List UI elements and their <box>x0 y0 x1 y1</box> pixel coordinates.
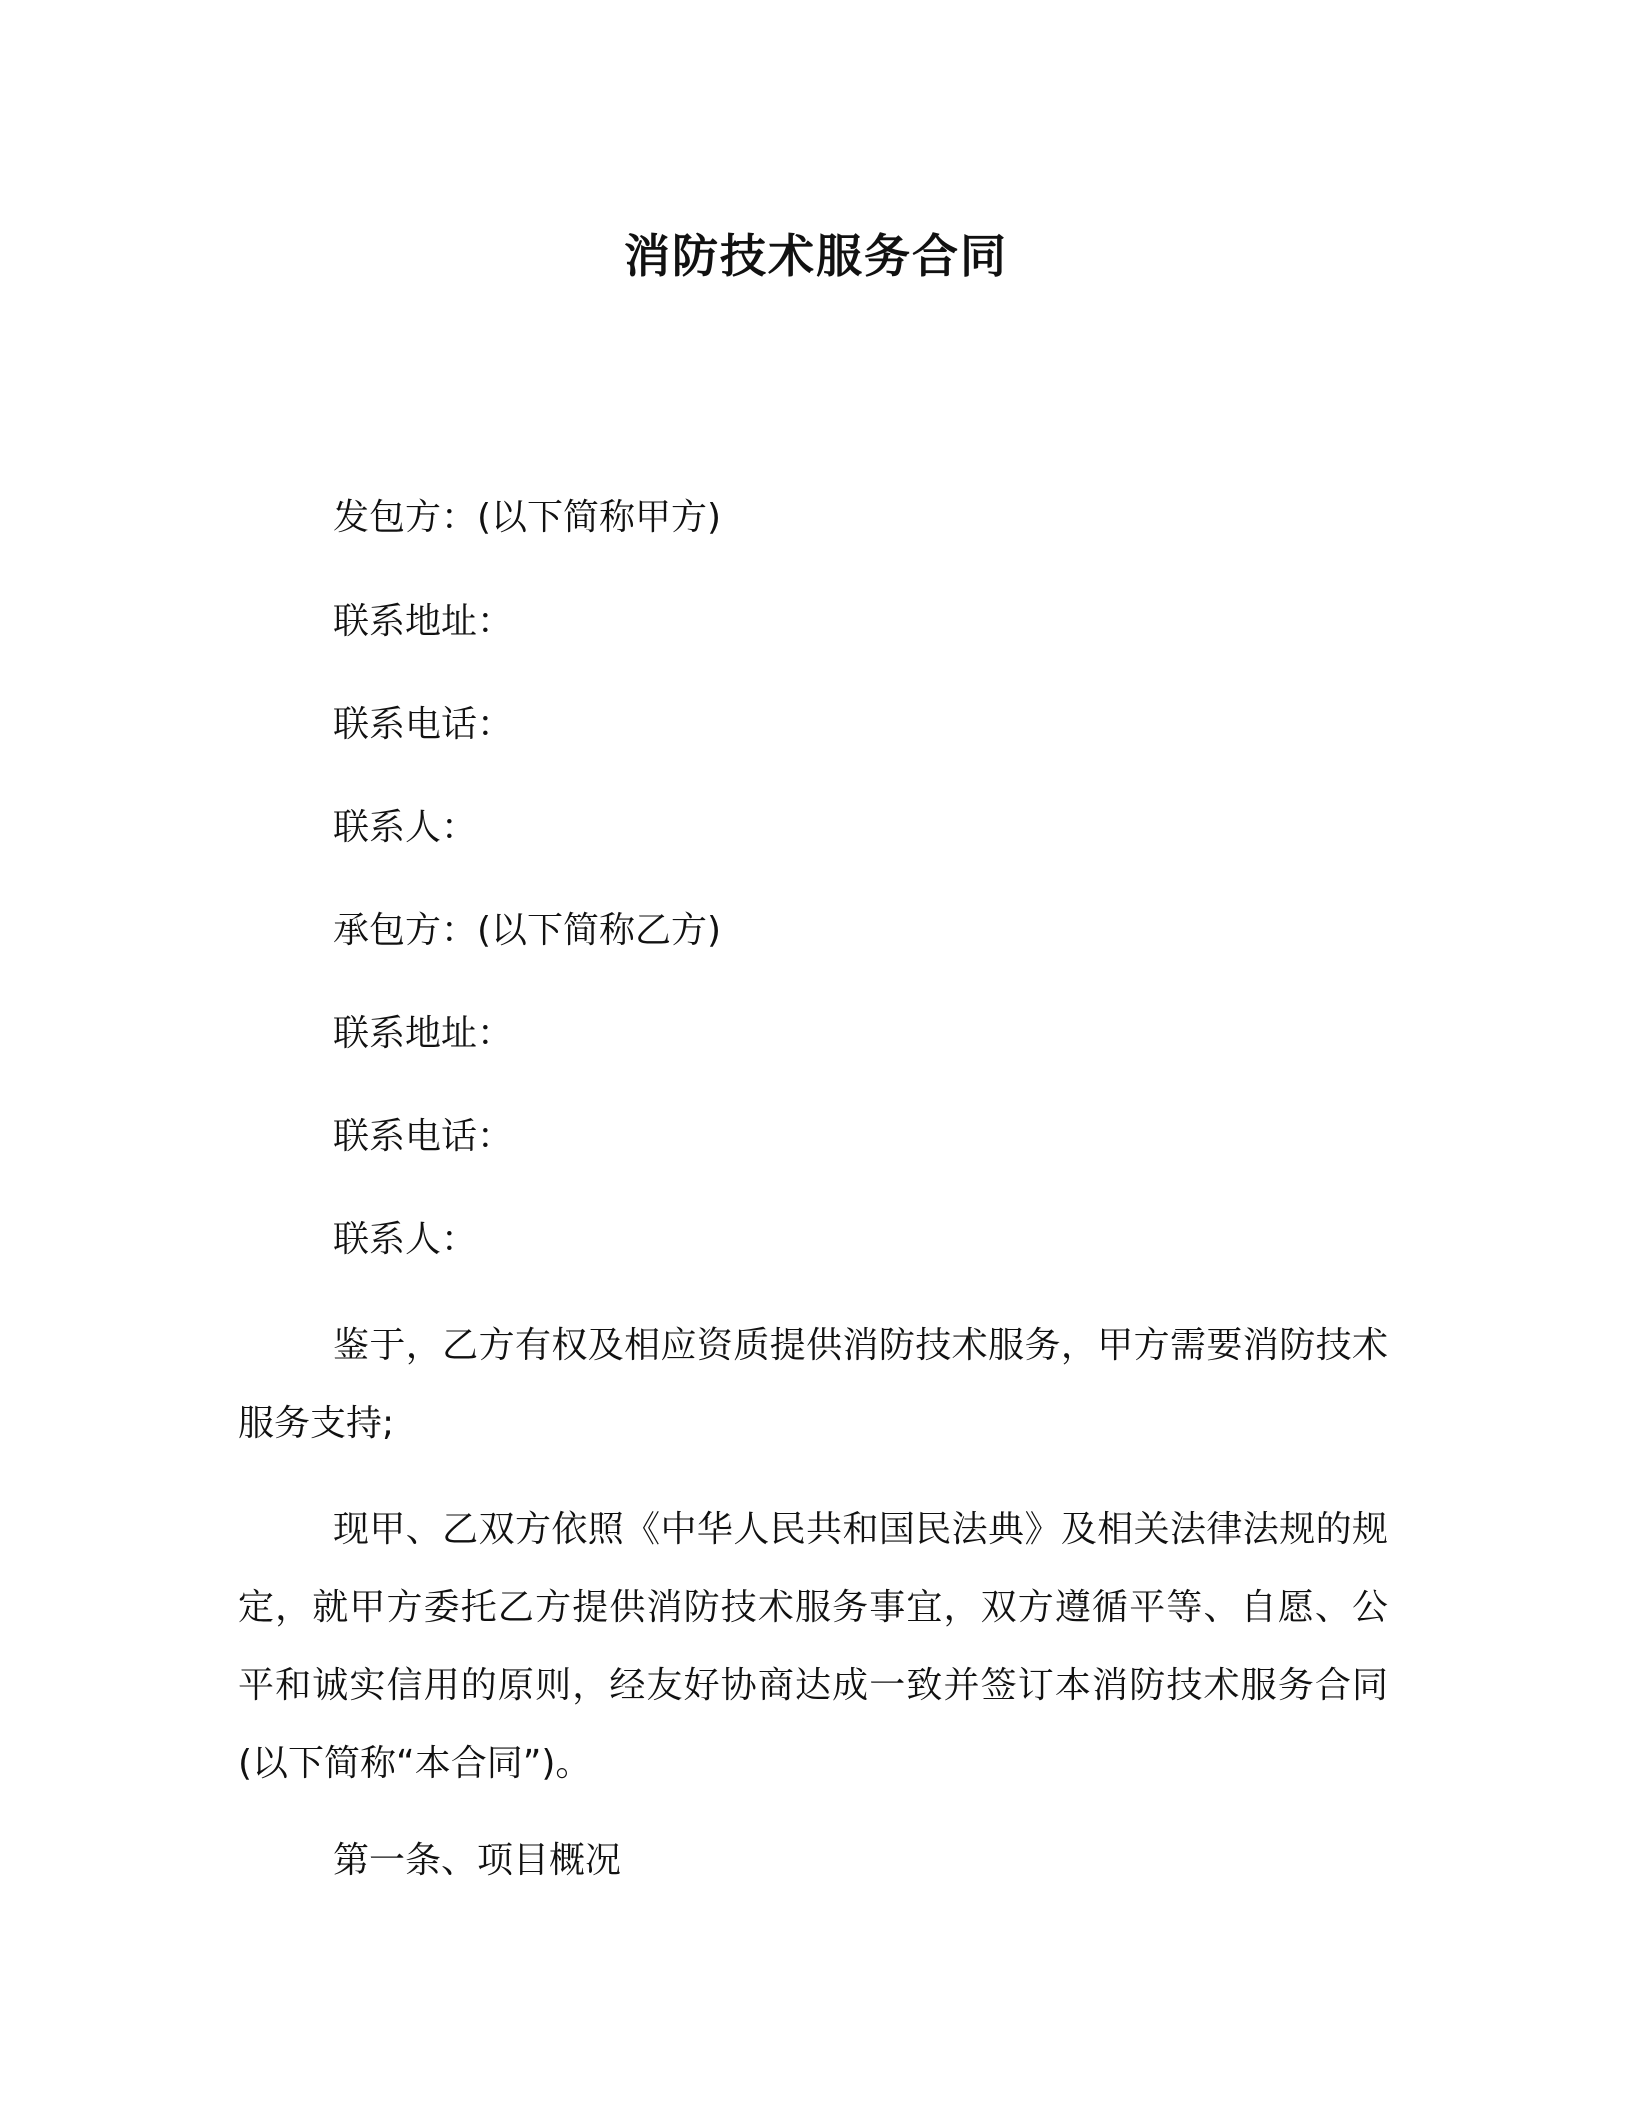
document-title: 消防技术服务合同 <box>624 229 1008 283</box>
party-a-label: 发包方：(以下简称甲方) <box>333 497 722 538</box>
agreement-paragraph: 现甲、乙双方依照《中华人民共和国民法典》及相关法律法规的规定，就甲方委托乙方提供消防技术服务事宜，双方遵循平等、自愿、公平和诚实信用的原则，经友好协商达成一致并签订本消防技术服务合同(以下简称“本合同”)。 <box>238 1509 1388 1784</box>
party-b-phone-label: 联系电话： <box>333 1116 514 1157</box>
party-b-label: 承包方：(以下简称乙方) <box>333 910 722 951</box>
recital-paragraph: 鉴于，乙方有权及相应资质提供消防技术服务，甲方需要消防技术服务支持; <box>238 1325 1388 1444</box>
party-a-contact-label: 联系人： <box>333 807 478 848</box>
party-b-contact-label: 联系人： <box>333 1219 478 1260</box>
party-a-phone-label: 联系电话： <box>333 704 514 745</box>
party-b-address-label: 联系地址： <box>333 1013 514 1054</box>
section-1-heading: 第一条、项目概况 <box>333 1840 622 1881</box>
party-a-address-label: 联系地址： <box>333 601 514 642</box>
